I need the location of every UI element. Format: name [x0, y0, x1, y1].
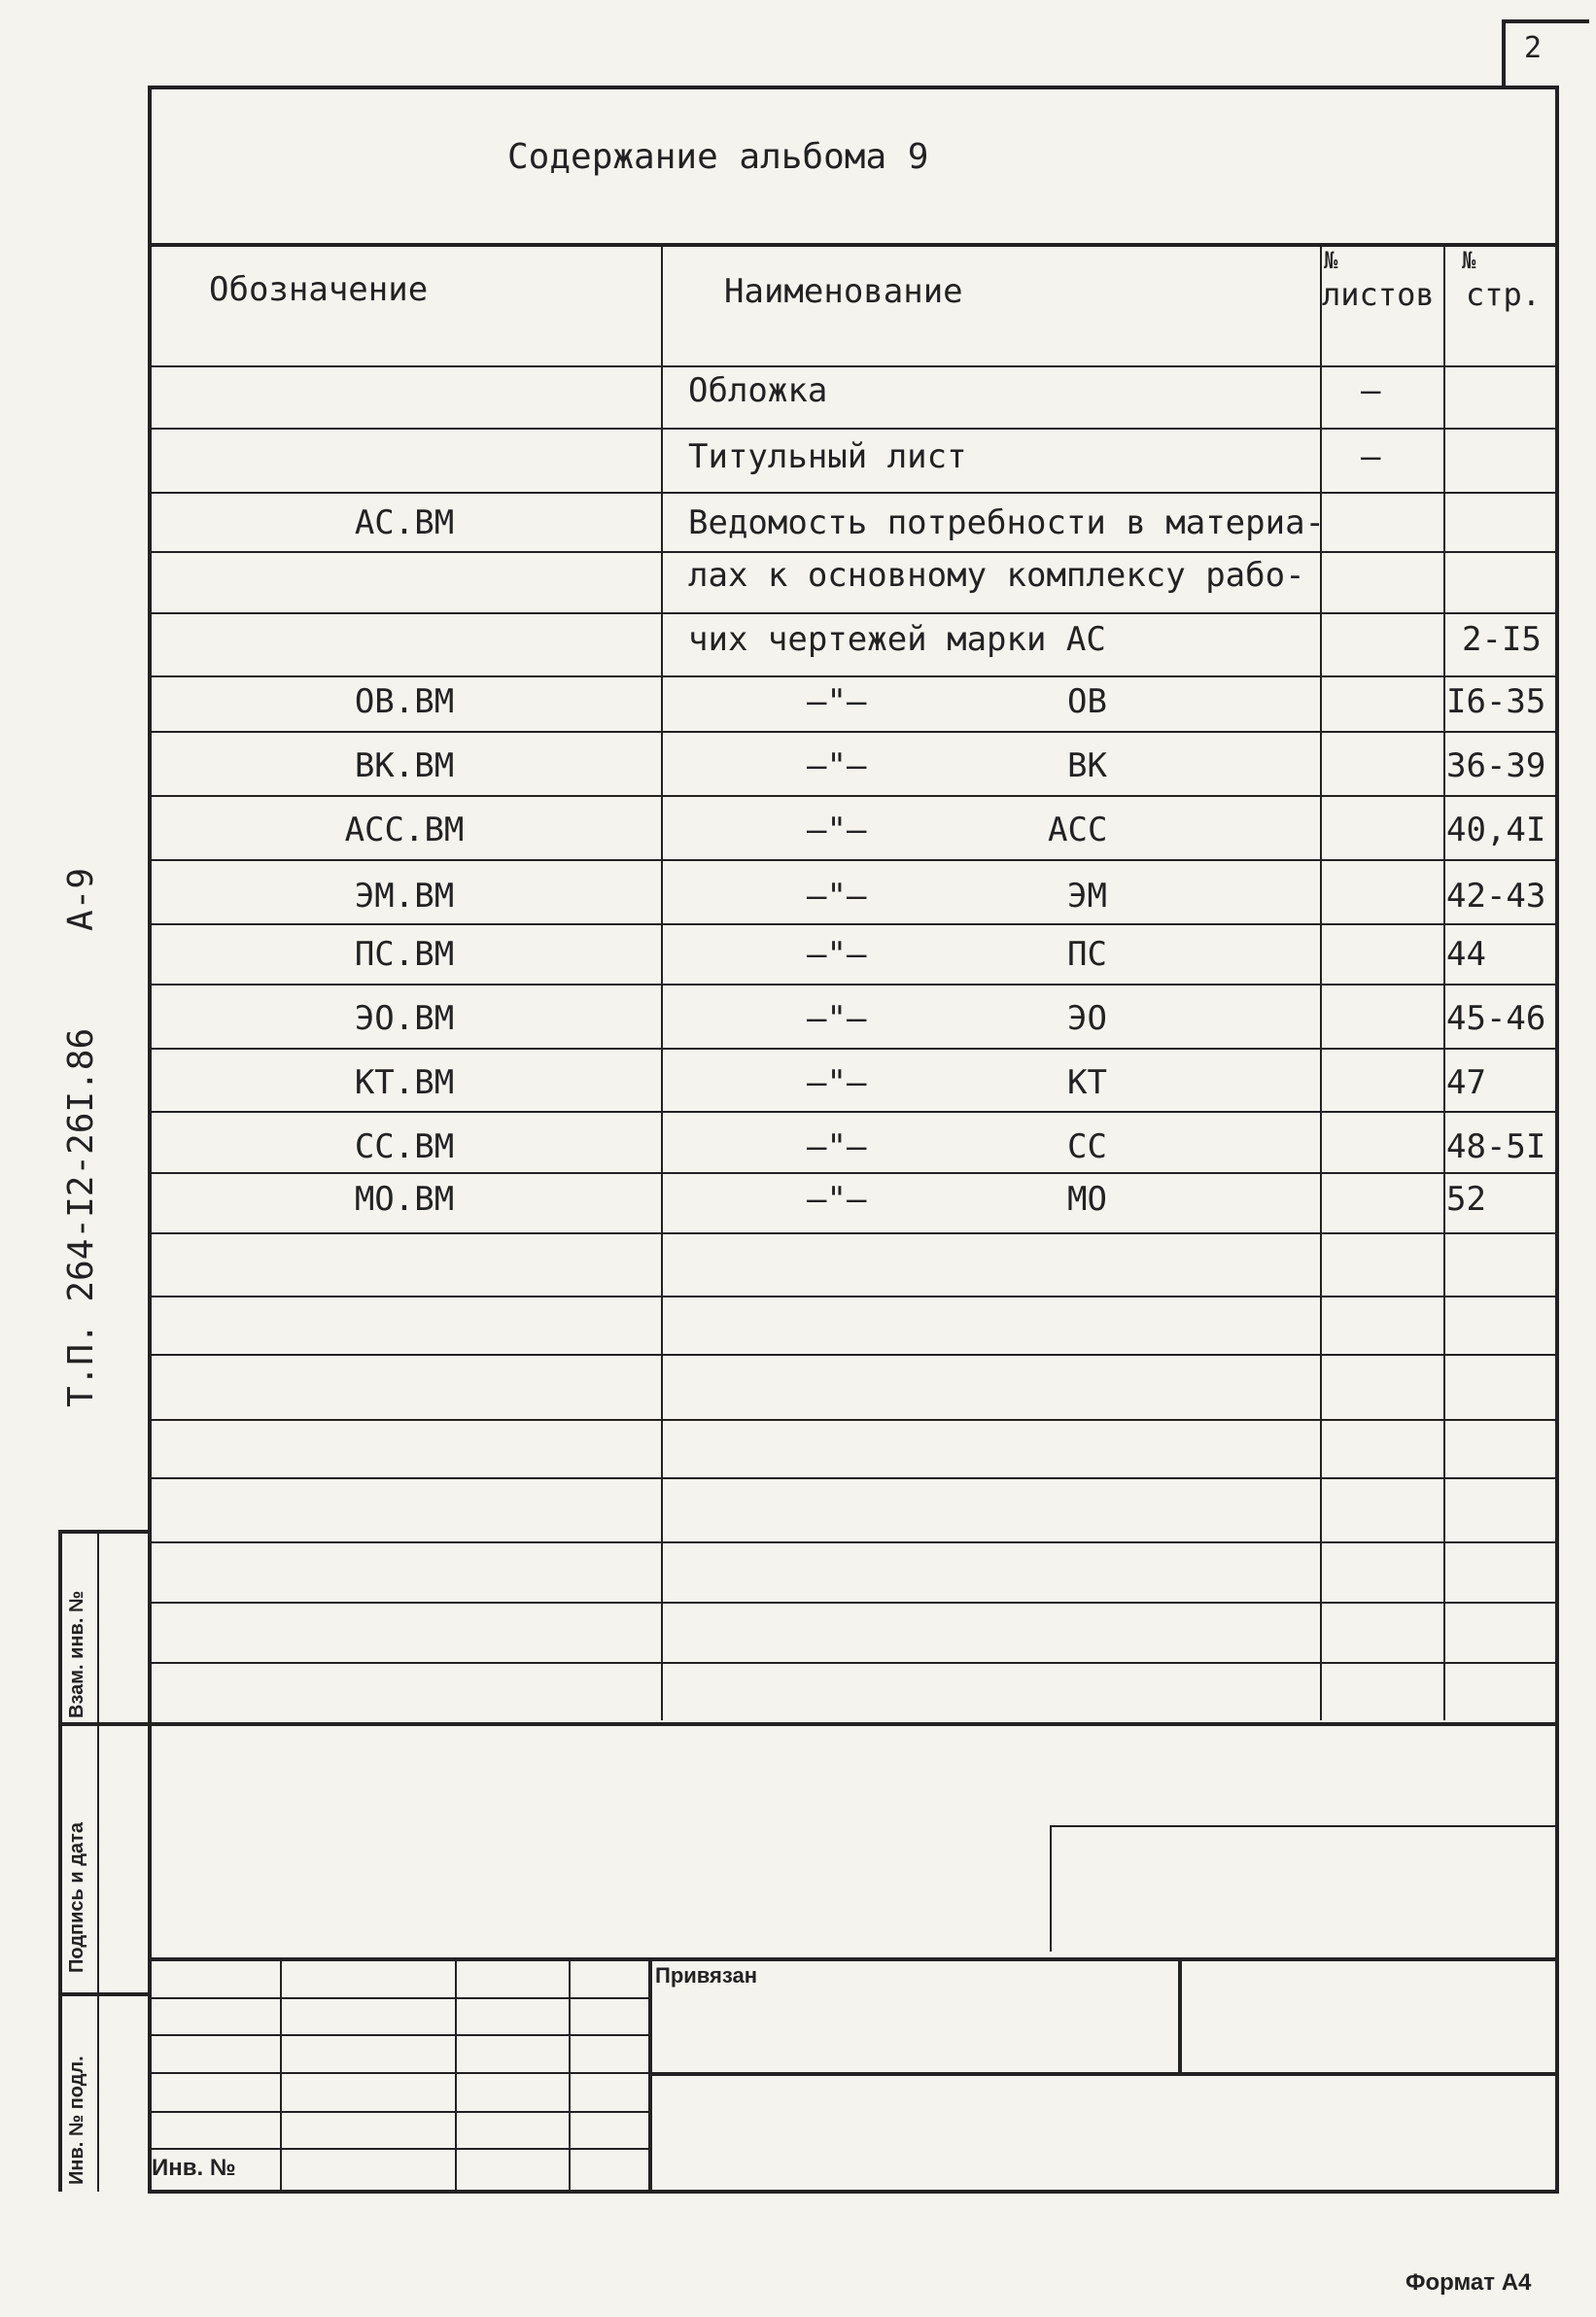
row-mark: ОВ: [1067, 682, 1107, 721]
row-sheets: –: [1361, 371, 1381, 410]
row-name: Титульный лист: [688, 437, 967, 476]
row-designation: КТ.ВМ: [354, 1063, 455, 1102]
row-designation: ВК.ВМ: [354, 746, 455, 785]
row-pages: 36-39: [1446, 746, 1546, 785]
row-pages: 40,4I: [1446, 811, 1546, 849]
side-code: Т.П. 264-I2-26I.86: [61, 1027, 101, 1407]
row-mark: СС: [1067, 1127, 1107, 1166]
header-sheets: листов: [1322, 276, 1435, 313]
row-designation: ЭМ.ВМ: [354, 877, 455, 916]
header-pages: стр.: [1466, 276, 1542, 313]
row-ditto: –"–: [807, 1180, 867, 1219]
header-pages-no: №: [1462, 247, 1476, 274]
header-name: Наименование: [724, 272, 963, 311]
row-ditto: –"–: [807, 746, 867, 785]
stamp-podpis: Подпись и дата: [66, 1822, 87, 1973]
frame-bottom: [148, 2190, 1559, 2194]
row-pages: 48-5I: [1446, 1127, 1546, 1166]
row-sheets: –: [1361, 437, 1381, 476]
row-designation: ПС.ВМ: [354, 935, 455, 974]
row-designation: АСС.ВМ: [344, 811, 465, 849]
frame-right: [1555, 86, 1559, 2192]
row-pages: 52: [1446, 1180, 1486, 1219]
row-ditto: –"–: [807, 811, 867, 849]
row-mark: ЭО: [1067, 999, 1107, 1038]
row-designation: ОВ.ВМ: [354, 682, 455, 721]
row-name: чих чертежей марки АС: [688, 620, 1106, 659]
row-name: Ведомость потребности в материа-: [688, 503, 1326, 542]
row-pages: 47: [1446, 1063, 1486, 1102]
header-sheets-no: №: [1324, 247, 1338, 274]
side-album: А-9: [61, 867, 101, 931]
stamp-privyazan: Привязан: [655, 1963, 758, 1988]
row-designation: МО.ВМ: [354, 1180, 455, 1219]
frame-top: [148, 86, 1555, 89]
stamp-vzam: Взам. инв. №: [66, 1590, 87, 1718]
row-pages: 42-43: [1446, 877, 1546, 916]
row-ditto: –"–: [807, 1127, 867, 1166]
row-mark: МО: [1067, 1180, 1107, 1219]
row-ditto: –"–: [807, 1063, 867, 1102]
stamp-inv-podl: Инв. № подл.: [66, 2056, 87, 2185]
row-designation: АС.ВМ: [354, 503, 455, 542]
row-ditto: –"–: [807, 682, 867, 721]
header-designation: Обозначение: [209, 270, 429, 309]
row-mark: ПС: [1067, 935, 1107, 974]
format-label: Формат А4: [1405, 2269, 1532, 2296]
row-pages: 44: [1446, 935, 1486, 974]
row-pages: 45-46: [1446, 999, 1546, 1038]
row-mark: КТ: [1067, 1063, 1107, 1102]
row-ditto: –"–: [807, 935, 867, 974]
row-pages: 2-I5: [1462, 620, 1542, 659]
row-designation: СС.ВМ: [354, 1127, 455, 1166]
row-pages: I6-35: [1446, 682, 1546, 721]
page-title: Содержание альбома 9: [507, 137, 929, 177]
row-ditto: –"–: [807, 877, 867, 916]
row-name: Обложка: [688, 371, 828, 410]
row-mark: ЭМ: [1067, 877, 1107, 916]
row-designation: ЭО.ВМ: [354, 999, 455, 1038]
row-ditto: –"–: [807, 999, 867, 1038]
row-mark: ВК: [1067, 746, 1107, 785]
row-mark: АСС: [1048, 811, 1108, 849]
page-number: 2: [1524, 31, 1543, 65]
stamp-inv-no: Инв. №: [152, 2155, 236, 2181]
row-name: лах к основному комплексу рабо-: [688, 556, 1305, 595]
